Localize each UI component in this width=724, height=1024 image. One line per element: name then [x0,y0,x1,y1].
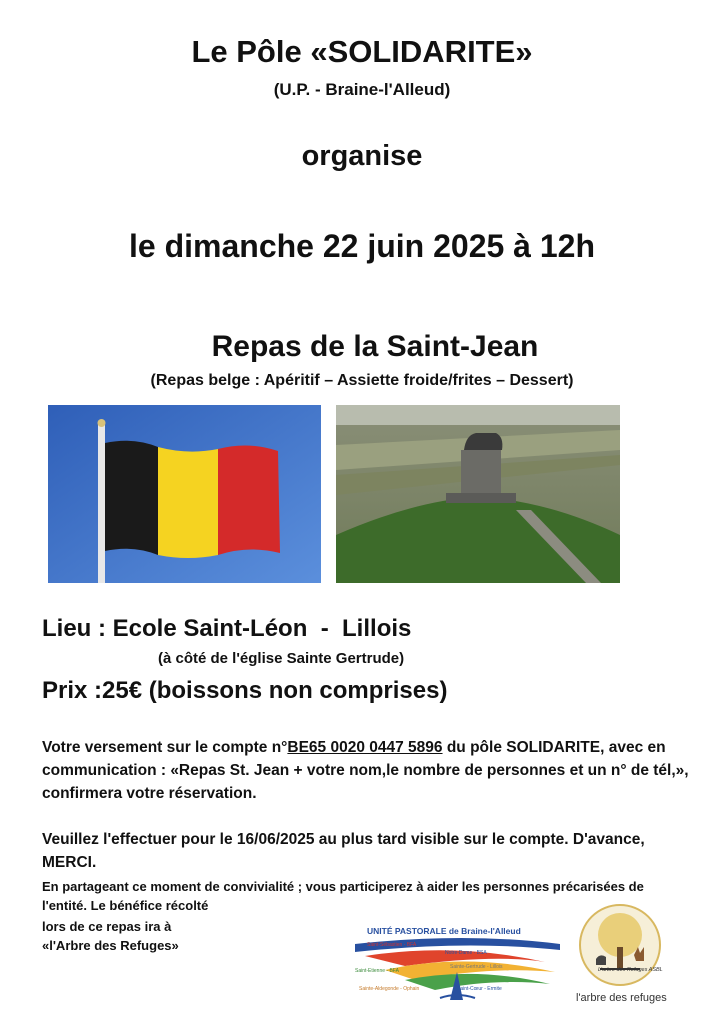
tree-icon [578,903,662,987]
parish-4: Sainte-Gertrude - Lillois [450,964,503,970]
parish-1: Saint-Sébastien - BFA [367,942,417,948]
event-name: Repas de la Saint-Jean [211,330,539,363]
closing-line-2: lors de ce repas ira à [42,919,172,934]
arbre-des-refuges-logo [578,903,662,987]
parish-2: Notre-Dame - BSA [445,950,487,956]
payment-instructions [42,736,692,805]
event-price: Prix :25€ (boissons non comprises) [42,677,448,704]
venue-place: Lieu : Ecole Saint-Léon - Lillois [42,615,412,642]
event-menu: (Repas belge : Apéritif – Assiette froide/frites – Dessert) [150,372,574,389]
organise-text: organise [301,140,423,172]
closing-text: En partageant ce moment de convivialité ; vous participerez à aider les personnes précarisées de l'entité. Le bénéfice récolté [42,879,644,913]
poster-title: Le Pôle «SOLIDARITE» [191,34,533,69]
payment-deadline: Veuillez l'effectuer pour le 16/06/2025 au plus tard visible sur le compte. D'avance, MERCI. [42,831,645,871]
arbre-caption: l'arbre des refuges [576,992,667,1004]
parish-5: Sainte-Aldegonde - Ophain [359,986,420,992]
venue-note: (à côté de l'église Sainte Gertrude) [158,650,405,667]
unite-pastorale-logo [345,922,570,1002]
arbre-logo-text: L'arbre des Refuges ASBL [598,967,663,973]
parish-3: Saint-Etienne - BFA [355,968,399,974]
belgian-flag-image [48,405,321,583]
bank-account-number: BE65 0020 0447 5896 [287,739,443,756]
payment-text-after: du pôle SOLIDARITE, avec en communication : «Repas St. Jean + votre nom,le nombre de personnes et un n° de tél,», confirmera votre réservation. [42,739,689,802]
lion-mound-image [336,405,620,583]
parish-6: Saint-Cœur - Ermite [457,986,502,992]
closing-beneficiary [42,917,179,955]
poster-subtitle: (U.P. - Braine-l'Alleud) [273,80,451,99]
unite-pastorale-title: UNITÉ PASTORALE de Braine-l'Alleud [367,926,521,936]
closing-line-3: «l'Arbre des Refuges» [42,938,179,953]
payment-text-before: Votre versement sur le compte n° [42,739,288,756]
belgian-flag-photo [48,405,321,583]
event-date: le dimanche 22 juin 2025 à 12h [129,228,595,264]
lion-mound-photo [336,405,620,583]
